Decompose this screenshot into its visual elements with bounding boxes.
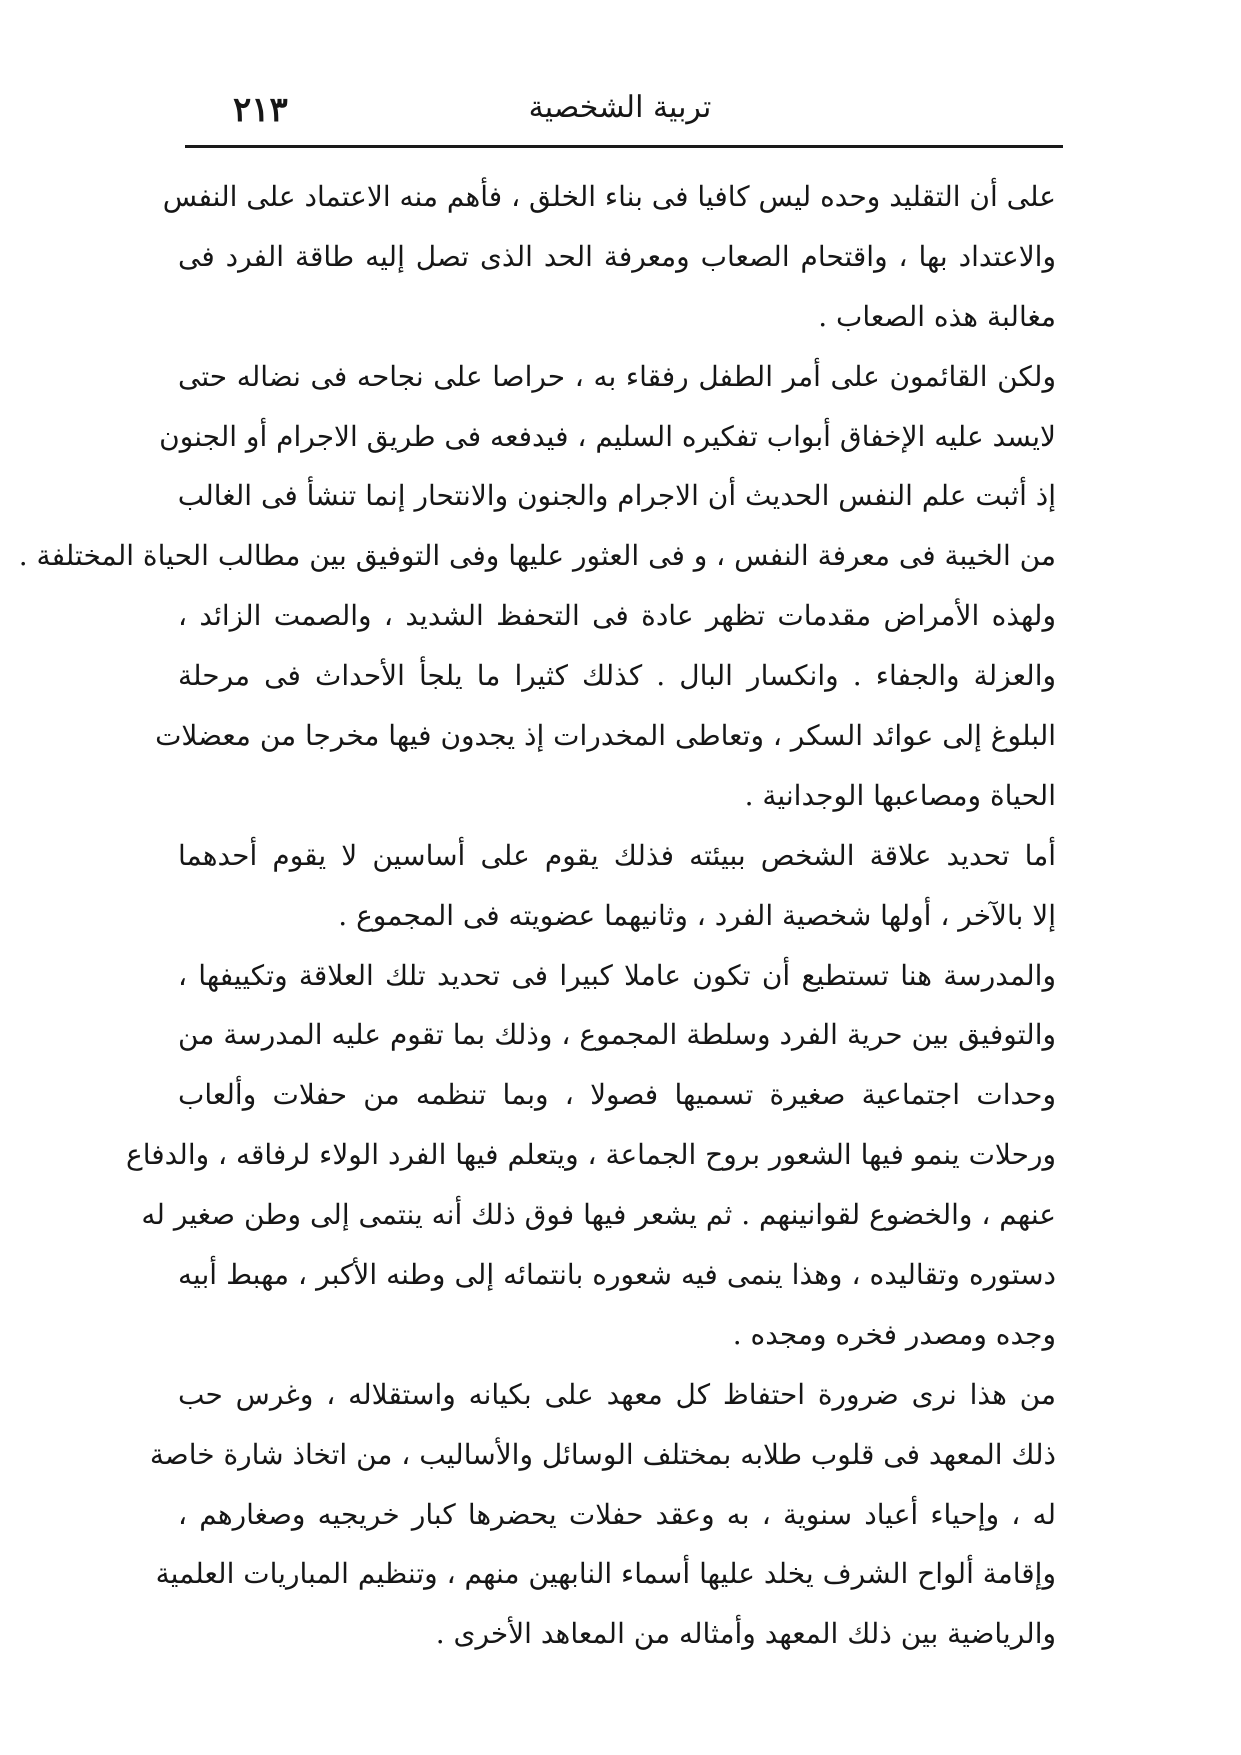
text-line: وجده ومصدر فخره ومجده .: [732, 1317, 1056, 1351]
text-line: ورحلات ينمو فيها الشعور بروح الجماعة ، ويتعلم فيها الفرد الولاء لرفاقه ، والدفاع: [125, 1138, 1056, 1172]
text-line: عنهم ، والخضوع لقوانينهم . ثم يشعر فيها فوق ذلك أنه ينتمى إلى وطن صغير له: [141, 1198, 1056, 1232]
header-rule: [185, 145, 1063, 148]
text-line: أما تحديد علاقة الشخص ببيئته فذلك يقوم على أساسين لا يقوم أحدهما: [178, 838, 1056, 872]
text-line: على أن التقليد وحده ليس كافيا فى بناء الخلق ، فأهم منه الاعتماد على النفس: [162, 180, 1056, 213]
text-line: من هذا نرى ضرورة احتفاظ كل معهد على بكيانه واستقلاله ، وغرس حب: [178, 1377, 1056, 1411]
text-line: ولهذه الأمراض مقدمات تظهر عادة فى التحفظ الشديد ، والصمت الزائد ،: [178, 599, 1056, 633]
text-line: إذ أثبت علم النفس الحديث أن الاجرام والجنون والانتحار إنما تنشأ فى الغالب: [177, 479, 1056, 513]
text-line: والمدرسة هنا تستطيع أن تكون عاملا كبيرا فى تحديد تلك العلاقة وتكييفها ،: [178, 958, 1056, 992]
text-line: دستوره وتقاليده ، وهذا ينمى فيه شعوره بانتمائه إلى وطنه الأكبر ، مهبط أبيه: [178, 1258, 1056, 1292]
text-line: من الخيبة فى معرفة النفس ، و فى العثور عليها وفى التوفيق بين مطالب الحياة المختلفة .: [18, 539, 1056, 573]
text-line: إلا بالآخر ، أولها شخصية الفرد ، وثانيهما عضويته فى المجموع .: [338, 898, 1056, 932]
text-line: مغالبة هذه الصعاب .: [818, 299, 1056, 333]
page-number: ٢١٣: [233, 90, 288, 130]
text-line: وإقامة ألواح الشرف يخلد عليها أسماء النابهين منهم ، وتنظيم المباريات العلمية: [155, 1557, 1056, 1591]
text-line: لايسد عليه الإخفاق أبواب تفكيره السليم ، فيدفعه فى طريق الاجرام أو الجنون: [159, 419, 1056, 453]
text-line: له ، وإحياء أعياد سنوية ، به وعقد حفلات يحضرها كبار خريجيه وصغارهم ،: [178, 1497, 1057, 1531]
text-line: والتوفيق بين حرية الفرد وسلطة المجموع ، وذلك بما تقوم عليه المدرسة من: [178, 1018, 1056, 1052]
text-line: ذلك المعهد فى قلوب طلابه بمختلف الوسائل والأساليب ، من اتخاذ شارة خاصة: [149, 1437, 1056, 1471]
text-line: البلوغ إلى عوائد السكر ، وتعاطى المخدرات إذ يجدون فيها مخرجا من معضلات: [155, 719, 1056, 753]
text-line: ولكن القائمون على أمر الطفل رفقاء به ، حراصا على نجاحه فى نضاله حتى: [178, 359, 1056, 393]
running-title: تربية الشخصية: [528, 90, 712, 125]
body-text: [18, 167, 1057, 1664]
text-line: الحياة ومصاعبها الوجدانية .: [744, 778, 1056, 812]
text-line: وحدات اجتماعية صغيرة تسميها فصولا ، وبما تنظمه من حفلات وألعاب: [178, 1078, 1056, 1112]
text-line: والعزلة والجفاء . وانكسار البال . كذلك كثيرا ما يلجأ الأحداث فى مرحلة: [178, 659, 1056, 693]
text-line: والاعتداد بها ، واقتحام الصعاب ومعرفة الحد الذى تصل إليه طاقة الفرد فى: [178, 239, 1056, 273]
page-header: [185, 78, 1055, 140]
text-line: والرياضية بين ذلك المعهد وأمثاله من المعاهد الأخرى .: [435, 1617, 1056, 1651]
